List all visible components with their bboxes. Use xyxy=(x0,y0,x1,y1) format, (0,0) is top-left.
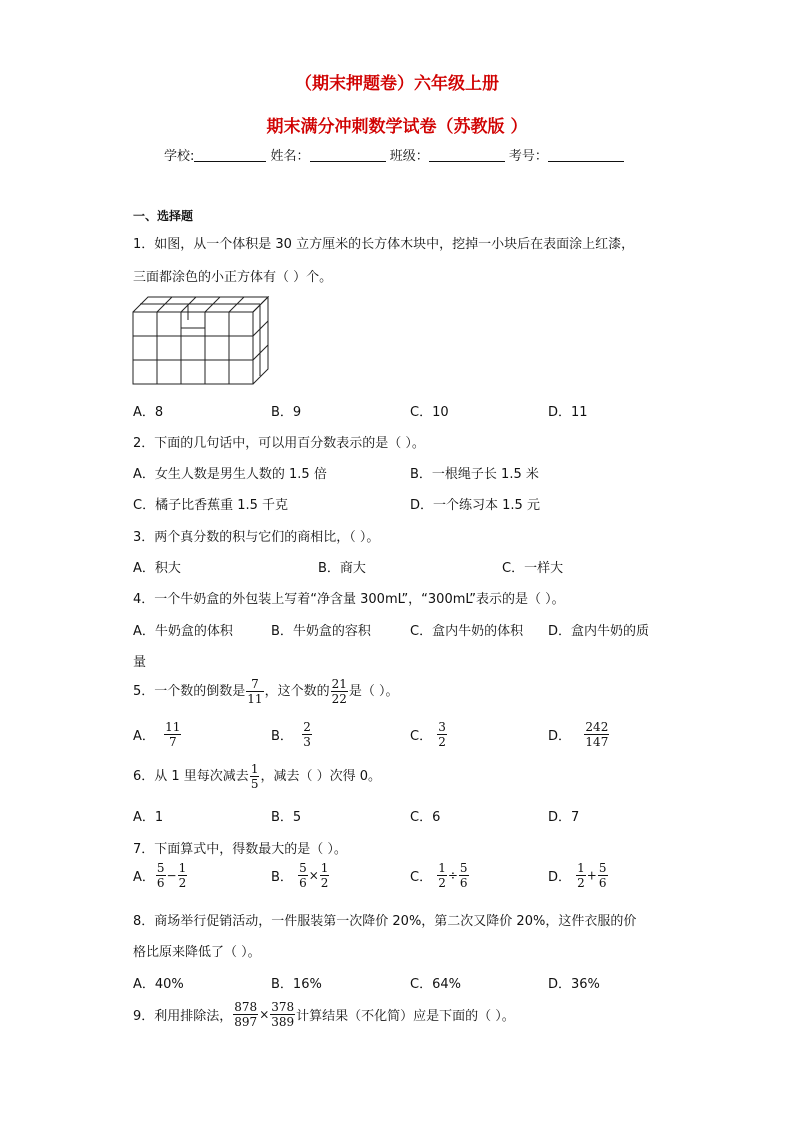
q5-stem xyxy=(133,677,399,706)
option-fraction xyxy=(302,720,312,749)
fraction-denominator: 2 xyxy=(438,876,446,890)
q5-stem-text-c: 是（ ）。 xyxy=(348,684,399,699)
q9-fraction-right xyxy=(270,1000,295,1029)
q1-stem-line1: 1．如图，从一个体积是 30 立方厘米的长方体木块中，挖掉一小块后在表面涂上红漆， xyxy=(133,237,635,252)
name-label: 姓名： xyxy=(270,149,310,164)
operator: − xyxy=(166,868,177,883)
option-fraction xyxy=(437,720,447,749)
q8-option-c[interactable]: C．64% xyxy=(410,977,461,992)
q2-option-d[interactable]: D．一个练习本 1.5 元 xyxy=(410,498,540,513)
fraction-numerator: 5 xyxy=(459,861,468,875)
fraction-denominator: 5 xyxy=(250,777,259,791)
q8-stem-line2: 格比原来降低了（ ）。 xyxy=(133,945,261,960)
q9-fraction-left xyxy=(233,1000,258,1029)
q4-option-a[interactable]: A．牛奶盒的体积 xyxy=(133,624,233,639)
q7-option-b[interactable] xyxy=(271,861,330,890)
operator: × xyxy=(259,1007,270,1022)
q8-option-d[interactable]: D．36% xyxy=(548,977,600,992)
fraction-denominator: 2 xyxy=(178,876,187,890)
q9-stem xyxy=(133,1000,515,1029)
fraction-numerator: 1 xyxy=(438,861,446,875)
option-letter: D． xyxy=(548,729,572,744)
q3-option-c[interactable]: C．一样大 xyxy=(502,561,564,576)
option-fraction xyxy=(164,720,181,749)
fraction-denominator: 2 xyxy=(320,876,329,890)
fraction-denominator: 7 xyxy=(168,735,177,749)
q5-option-c[interactable] xyxy=(410,720,448,749)
fraction-numerator: 1 xyxy=(320,861,329,875)
fraction-numerator: 5 xyxy=(598,861,607,875)
q1-option-b[interactable]: B．9 xyxy=(271,405,302,420)
q7-option-c[interactable] xyxy=(410,861,470,890)
operator: × xyxy=(308,868,319,883)
fraction-denominator: 2 xyxy=(577,876,585,890)
fraction-numerator: 11 xyxy=(165,720,181,734)
q7-stem: 7．下面算式中，得数最大的是（ ）。 xyxy=(133,842,347,857)
fraction-denominator: 6 xyxy=(156,876,165,890)
class-blank[interactable] xyxy=(429,147,505,162)
fraction-numerator: 21 xyxy=(331,677,347,691)
q5-stem-text-a: 5．一个数的倒数是 xyxy=(133,684,246,699)
fraction-numerator: 5 xyxy=(156,861,165,875)
option-letter: B． xyxy=(271,729,293,744)
fraction-numerator: 5 xyxy=(299,861,307,875)
fraction-numerator: 378 xyxy=(271,1000,295,1014)
q9-stem-text-b: 计算结果（不化简）应是下面的（ ）。 xyxy=(296,1009,515,1024)
q6-option-b[interactable]: B．5 xyxy=(271,810,302,825)
q2-option-c[interactable]: C．橘子比香蕉重 1.5 千克 xyxy=(133,498,289,513)
q4-option-d[interactable]: D．盒内牛奶的质 xyxy=(548,624,650,639)
q3-stem: 3．两个真分数的积与它们的商相比，（ ）。 xyxy=(133,530,380,545)
fraction-denominator: 389 xyxy=(271,1015,295,1029)
option-fraction-left xyxy=(298,861,308,890)
number-label: 考号： xyxy=(508,149,548,164)
operator: ÷ xyxy=(447,868,458,883)
option-letter: C． xyxy=(410,729,433,744)
q8-option-b[interactable]: B．16% xyxy=(271,977,322,992)
fraction-numerator: 1 xyxy=(178,861,187,875)
school-label: 学校: xyxy=(164,149,195,164)
q1-stem-line2: 三面都涂色的小正方体有（ ）个。 xyxy=(133,270,333,285)
q4-option-b[interactable]: B．牛奶盒的容积 xyxy=(271,624,371,639)
fraction-numerator: 3 xyxy=(438,720,446,734)
q5-fraction-part xyxy=(331,677,348,706)
q2-option-b[interactable]: B．一根绳子长 1.5 米 xyxy=(410,467,539,482)
fraction-numerator: 878 xyxy=(234,1000,258,1014)
name-blank[interactable] xyxy=(310,147,386,162)
operator: + xyxy=(586,868,597,883)
fraction-denominator: 897 xyxy=(234,1015,258,1029)
q6-option-c[interactable]: C．6 xyxy=(410,810,441,825)
q5-fraction-reciprocal xyxy=(246,677,263,706)
fraction-numerator: 242 xyxy=(585,720,609,734)
student-info-row xyxy=(164,145,624,164)
q9-stem-text-a: 9．利用排除法， xyxy=(133,1009,233,1024)
class-label: 班级： xyxy=(389,149,429,164)
fraction-numerator: 7 xyxy=(246,677,263,692)
q4-stem: 4．一个牛奶盒的外包装上写着“净含量 300mL”，“300mL”表示的是（ ）。 xyxy=(133,592,565,607)
number-blank[interactable] xyxy=(548,147,624,162)
option-fraction-right xyxy=(598,861,608,890)
q4-option-c[interactable]: C．盒内牛奶的体积 xyxy=(410,624,524,639)
option-fraction xyxy=(584,720,609,749)
fraction-denominator: 6 xyxy=(598,876,607,890)
fraction-denominator: 147 xyxy=(585,735,609,749)
q4-option-d-wrap: 量 xyxy=(133,655,147,670)
q8-option-a[interactable]: A．40% xyxy=(133,977,184,992)
school-blank[interactable] xyxy=(194,147,266,162)
option-fraction-right xyxy=(320,861,330,890)
fraction-numerator: 2 xyxy=(303,720,311,734)
fraction-denominator: 6 xyxy=(459,876,468,890)
q5-option-b[interactable] xyxy=(271,720,313,749)
q1-option-a[interactable]: A．8 xyxy=(133,405,164,420)
fraction-denominator: 22 xyxy=(331,692,347,706)
q1-option-c[interactable]: C．10 xyxy=(410,405,449,420)
q6-stem-text-a: 6．从 1 里每次减去 xyxy=(133,769,249,784)
option-fraction-right xyxy=(178,861,188,890)
option-letter: A． xyxy=(133,729,155,744)
q7-option-d[interactable] xyxy=(548,861,609,890)
option-fraction-left xyxy=(576,861,586,890)
exam-title: （期末押题卷）六年级上册 xyxy=(295,74,499,94)
exam-subtitle: 期末满分冲刺数学试卷（苏教版 ） xyxy=(266,117,528,137)
q6-option-d[interactable]: D．7 xyxy=(548,810,580,825)
option-letter: C． xyxy=(410,870,433,885)
q6-stem xyxy=(133,762,381,791)
q7-option-a[interactable] xyxy=(133,861,188,890)
option-letter: B． xyxy=(271,870,293,885)
q5-option-a[interactable] xyxy=(133,720,182,749)
q6-stem-text-b: ，减去（ ）次得 0。 xyxy=(260,769,381,784)
section-title: 一、选择题 xyxy=(133,209,194,223)
q6-fraction xyxy=(250,762,260,791)
q2-option-a[interactable]: A．女生人数是男生人数的 1.5 倍 xyxy=(133,467,327,482)
fraction-denominator: 6 xyxy=(299,876,307,890)
fraction-denominator: 2 xyxy=(438,735,446,749)
q3-option-b[interactable]: B．商大 xyxy=(318,561,366,576)
option-fraction-left xyxy=(437,861,447,890)
q3-option-a[interactable]: A．积大 xyxy=(133,561,181,576)
option-letter: A． xyxy=(133,870,155,885)
q1-option-d[interactable]: D．11 xyxy=(548,405,588,420)
q5-stem-text-b: ，这个数的 xyxy=(264,684,330,699)
q8-stem-line1: 8．商场举行促销活动，一件服装第一次降价 20%，第二次又降价 20%，这件衣服的价 xyxy=(133,914,637,929)
option-fraction-left xyxy=(156,861,166,890)
cuboid-figure xyxy=(132,296,272,386)
fraction-numerator: 1 xyxy=(577,861,585,875)
option-fraction-right xyxy=(459,861,469,890)
option-letter: D． xyxy=(548,870,572,885)
fraction-denominator: 11 xyxy=(247,692,263,706)
q5-option-d[interactable] xyxy=(548,720,610,749)
q2-stem: 2．下面的几句话中，可以用百分数表示的是（ ）。 xyxy=(133,436,425,451)
fraction-numerator: 1 xyxy=(250,762,259,776)
q6-option-a[interactable]: A．1 xyxy=(133,810,164,825)
fraction-denominator: 3 xyxy=(303,735,311,749)
